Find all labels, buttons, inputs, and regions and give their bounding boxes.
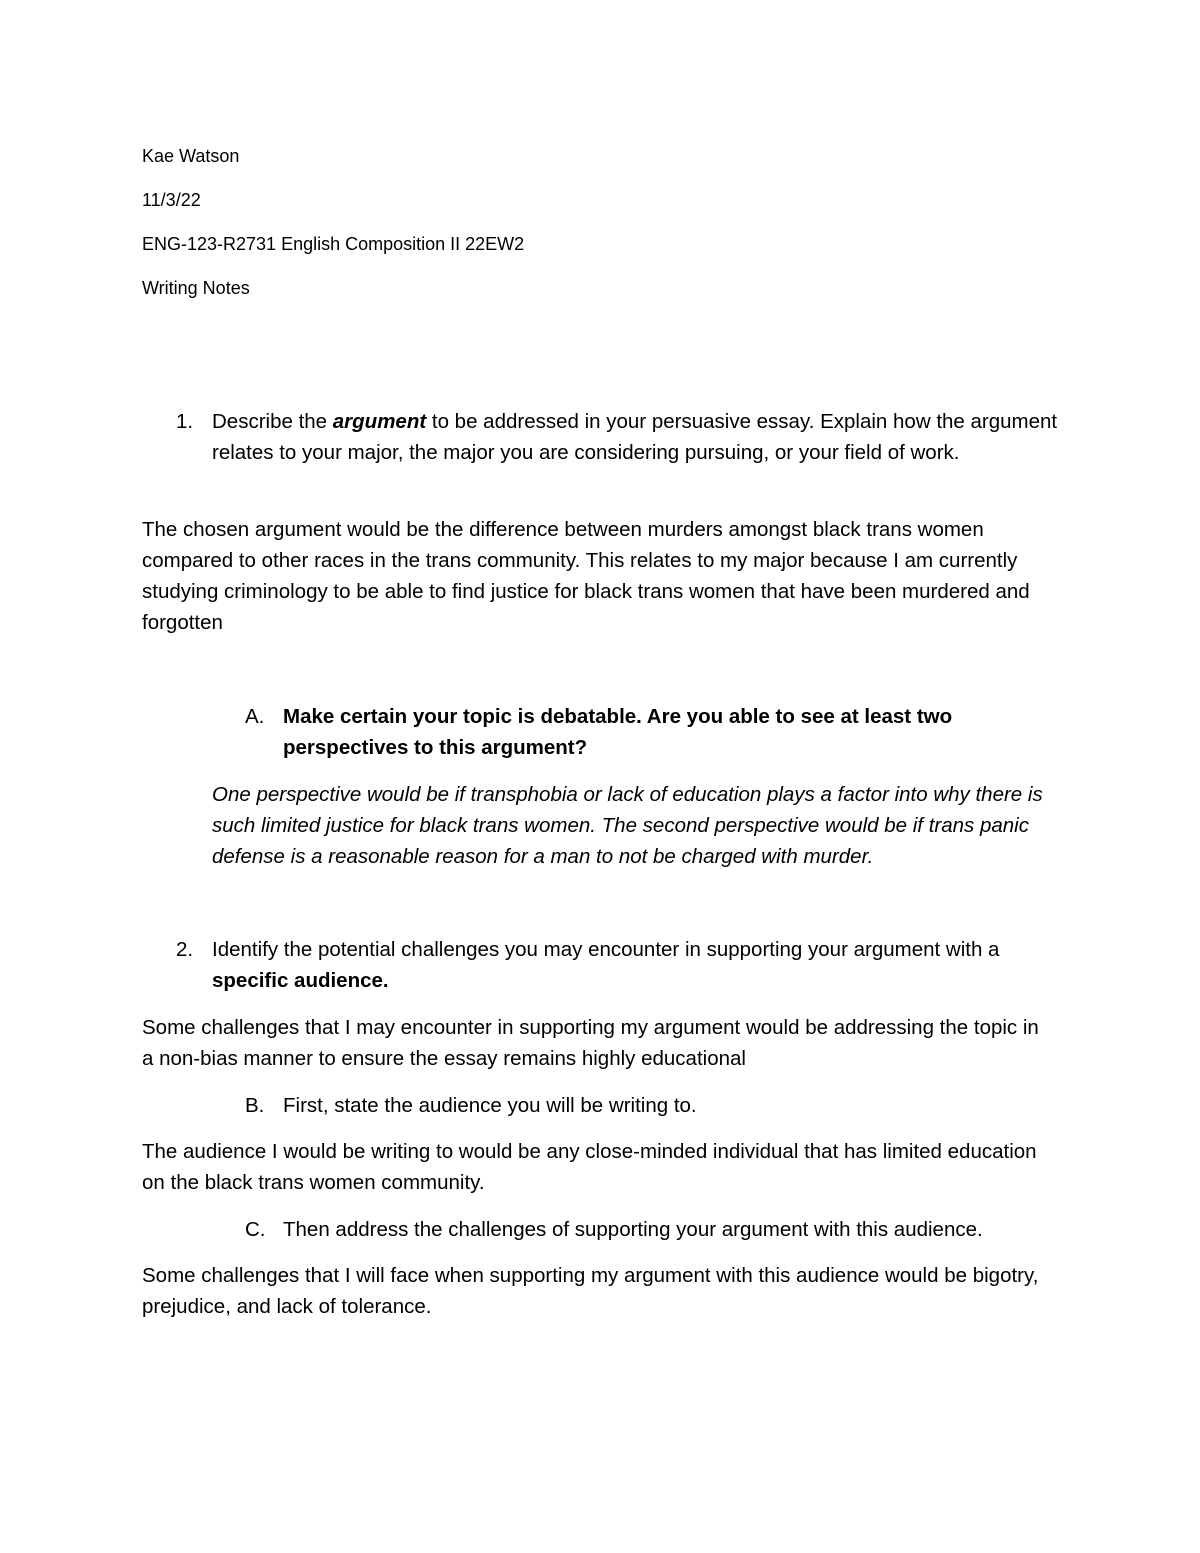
author-name: Kae Watson bbox=[142, 146, 240, 166]
question-2 bbox=[176, 934, 1072, 996]
question-a-text: Make certain your topic is debatable. Are you able to see at least two perspectives to this argument? bbox=[283, 705, 953, 759]
question-1-text-start: Describe the bbox=[212, 410, 333, 433]
document-date: 11/3/22 bbox=[142, 190, 201, 210]
question-b-text: First, state the audience you will be writing to. bbox=[283, 1094, 697, 1117]
answer-c: Some challenges that I will face when supporting my argument with this audience would be bigotry, prejudice, and lack of tolerance. bbox=[142, 1264, 1039, 1318]
question-1-emphasis: argument bbox=[332, 410, 427, 433]
answer-b: The audience I would be writing to would be any close-minded individual that has limited education on the black trans women community. bbox=[142, 1140, 1037, 1194]
document-title: Writing Notes bbox=[142, 278, 250, 298]
question-b bbox=[245, 1090, 1083, 1121]
question-c-letter: C. bbox=[245, 1218, 266, 1241]
question-a bbox=[245, 701, 983, 763]
question-c-text: Then address the challenges of supporting your argument with this audience. bbox=[283, 1218, 983, 1241]
course-name: ENG-123-R2731 English Composition II 22EW2 bbox=[142, 234, 525, 254]
question-c bbox=[245, 1214, 1083, 1245]
question-1 bbox=[176, 406, 1062, 468]
question-b-letter: B. bbox=[245, 1094, 265, 1117]
question-2-text: Identify the potential challenges you may encounter in supporting your argument with a bbox=[212, 938, 1000, 961]
answer-a: One perspective would be if transphobia or lack of education plays a factor into why there is such limited justice for black trans women. The second perspective would be if trans panic defense is a reasonable reason for a man to not be charged with murder. bbox=[212, 783, 1043, 868]
question-a-letter: A. bbox=[245, 705, 265, 728]
question-1-text-end: to be addressed in your persuasive essay. Explain how the argument relates to your major, the major you are considering pursuing, or your field of work. bbox=[212, 410, 1058, 464]
question-2-number: 2. bbox=[176, 938, 194, 961]
question-2-emphasis: specific audience. bbox=[212, 969, 389, 992]
answer-1: The chosen argument would be the difference between murders amongst black trans women compared to other races in the trans community. This relates to my major because I am currently studying criminology to be able to find justice for black trans women that have been murdered and forgotten bbox=[142, 518, 1030, 634]
question-1-number: 1. bbox=[176, 410, 194, 433]
answer-2: Some challenges that I may encounter in supporting my argument would be addressing the topic in a non-bias manner to ensure the essay remains highly educational bbox=[142, 1016, 1039, 1070]
